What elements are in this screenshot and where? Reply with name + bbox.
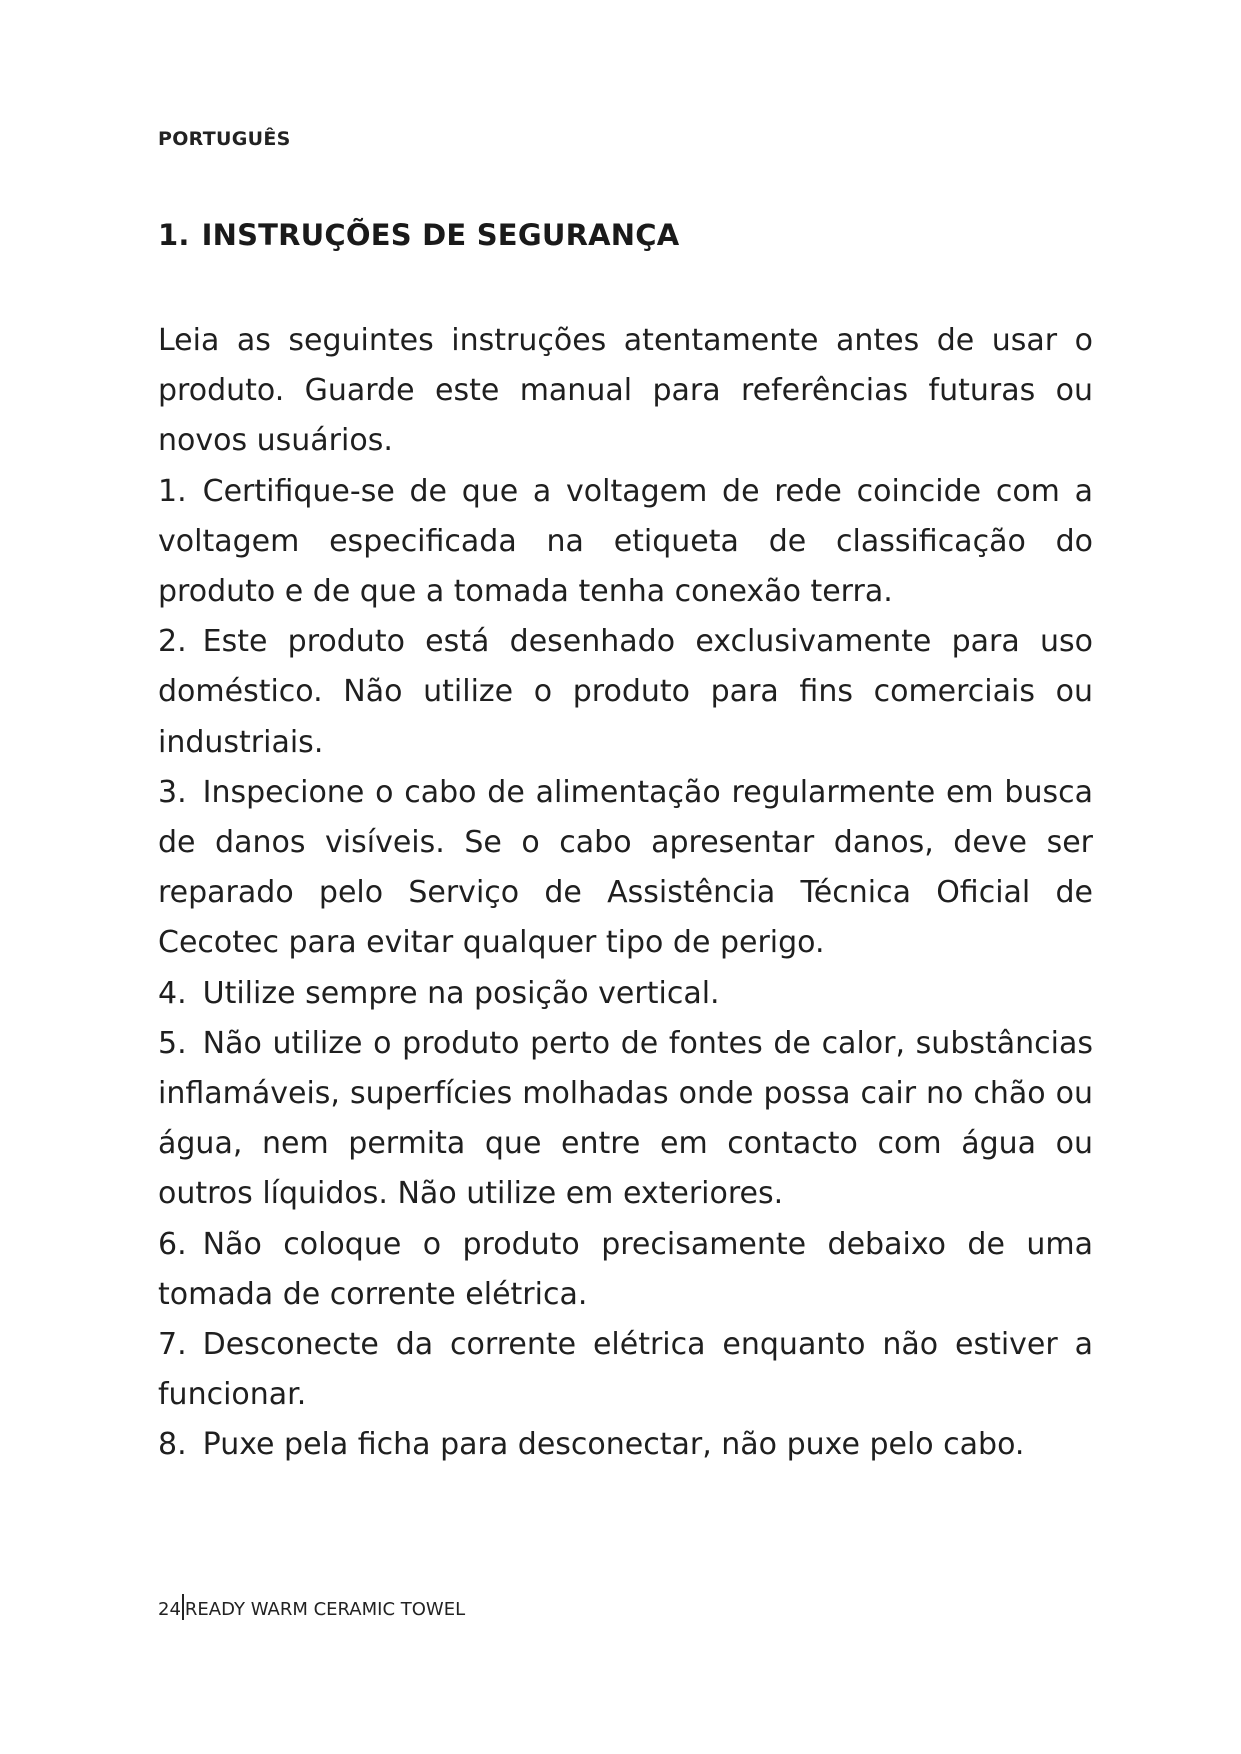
item-text: Este produto está desenhado exclusivamente para uso doméstico. Não utilize o produto para fins comerciais ou industriais.	[158, 624, 1093, 760]
item-number: 7.	[158, 1327, 187, 1363]
page-footer	[158, 1596, 465, 1622]
item-number: 4.	[158, 975, 187, 1011]
list-item	[158, 1019, 1093, 1220]
item-number: 2.	[158, 624, 187, 660]
list-item	[158, 1220, 1093, 1320]
section-title	[158, 218, 679, 252]
item-text: Utilize sempre na posição vertical.	[202, 975, 720, 1011]
list-item	[158, 1320, 1093, 1420]
item-text: Desconecte da corrente elétrica enquanto não estiver a funcionar.	[158, 1327, 1093, 1413]
item-number: 8.	[158, 1427, 187, 1463]
intro-paragraph: Leia as seguintes instruções atentamente antes de usar o produto. Guarde este manual para referências futuras ou novos usuários.	[158, 323, 1093, 459]
item-number: 3.	[158, 774, 187, 810]
list-item	[158, 467, 1093, 618]
item-number: 5.	[158, 1025, 187, 1061]
list-item	[158, 1420, 1093, 1470]
product-name: READY WARM CERAMIC TOWEL	[184, 1598, 466, 1620]
language-label: PORTUGUÊS	[158, 128, 291, 150]
page-number: 24	[158, 1598, 181, 1620]
list-item	[158, 768, 1093, 969]
item-text: Não coloque o produto precisamente debaixo de uma tomada de corrente elétrica.	[158, 1226, 1093, 1312]
safety-instructions	[158, 316, 1093, 1471]
item-number: 6.	[158, 1226, 187, 1262]
item-text: Certifique-se de que a voltagem de rede coincide com a voltagem especificada na etiqueta de classificação do produto e de que a tomada tenha conexão terra.	[158, 473, 1093, 610]
section-title-text: INSTRUÇÕES DE SEGURANÇA	[201, 218, 680, 252]
item-number: 1.	[158, 473, 187, 509]
item-text: Puxe pela ficha para desconectar, não puxe pelo cabo.	[202, 1427, 1025, 1463]
list-item	[158, 969, 1093, 1019]
section-number: 1.	[158, 218, 190, 252]
item-text: Não utilize o produto perto de fontes de calor, substâncias inflamáveis, superfícies molhadas onde possa cair no chão ou água, nem permita que entre em contacto com água ou outros líquidos. Não utilize em exteriores.	[158, 1025, 1093, 1212]
item-text: Inspecione o cabo de alimentação regularmente em busca de danos visíveis. Se o cabo apresentar danos, deve ser reparado pelo Serviço de Assistência Técnica Oficial de Cecotec para evitar qualquer tipo de perigo.	[158, 774, 1093, 961]
footer-separator	[182, 1594, 184, 1620]
list-item	[158, 617, 1093, 768]
